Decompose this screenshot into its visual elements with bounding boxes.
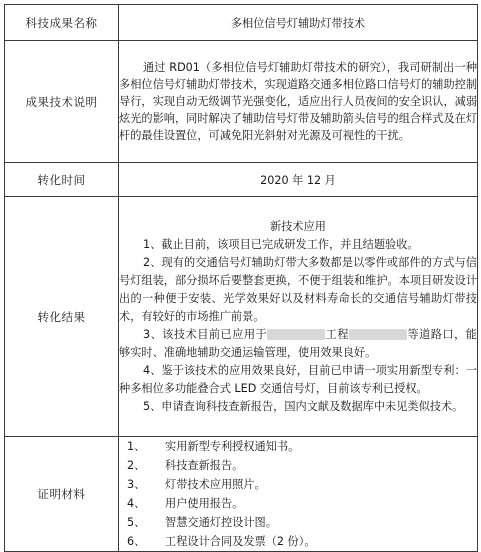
- proof-item-text: 科技查新报告。: [165, 459, 244, 472]
- achievement-table: [4, 4, 478, 552]
- result-item-3-end: 等道路口，能够实时、准确地辅助交通运输管理，使用效果良好。: [119, 327, 477, 359]
- proof-item: [123, 494, 477, 513]
- value-transfer-time: 2020 年 12 月: [119, 163, 478, 197]
- row-achievement-name: [5, 5, 478, 41]
- proof-item-number: 4、: [127, 497, 146, 510]
- label-technical-description: 成果技术说明: [5, 41, 119, 163]
- value-achievement-name: 多相位信号灯辅助灯带技术: [119, 5, 478, 41]
- row-technical-description: [5, 41, 478, 163]
- result-heading: 新技术应用: [270, 219, 326, 233]
- proof-item: [123, 532, 477, 551]
- cell-proof-materials: [119, 437, 478, 552]
- label-proof-materials: 证明材料: [5, 437, 119, 552]
- proof-item: [123, 513, 477, 532]
- proof-item-text: 实用新型专利授权通知书。: [165, 440, 300, 453]
- redaction-block: [349, 329, 407, 340]
- label-transfer-time: 转化时间: [5, 163, 119, 197]
- proof-item-text: 工程设计合同及发票（2 份）。: [165, 535, 316, 548]
- proof-item-number: 5、: [127, 516, 146, 529]
- cell-technical-description: [119, 41, 478, 163]
- row-transfer-time: [5, 163, 478, 197]
- row-transfer-result: [5, 197, 478, 437]
- label-transfer-result: 转化结果: [5, 197, 119, 437]
- proof-item-number: 3、: [127, 478, 146, 491]
- proof-item-text: 用户使用报告。: [165, 497, 244, 510]
- result-item-4: 4、鉴于该技术的应用效果良好，目前已申请一项实用新型专利：一种多相位多功能叠合式 LED 交通信号灯，目前该专利已授权。: [119, 363, 477, 395]
- result-item-3-start: 3、该技术目前已应用于: [143, 327, 268, 341]
- result-item-2: 2、现有的交通信号灯辅助灯带大多数都是以零件或部件的方式与信号灯组装，部分损坏后要整套更换，不便于组装和维护。本项目研发设计出的一种便于安装、光学效果好以及材料寿命长的交通信号辅助灯带技术，有较好的市场推广前景。: [119, 255, 478, 323]
- label-achievement-name: 科技成果名称: [5, 5, 119, 41]
- result-item-1: 1、截止目前，该项目已完成研发工作，并且结题验收。: [143, 237, 419, 251]
- proof-item: [123, 456, 477, 475]
- proof-item-number: 1、: [127, 440, 146, 453]
- result-item-3: [119, 326, 477, 362]
- result-item-3-mid: 工程: [325, 327, 349, 341]
- redaction-block: [267, 329, 325, 340]
- result-item-5: 5、申请查询科技查新报告，国内文献及数据库中未见类似技术。: [143, 399, 464, 413]
- proof-item: [123, 475, 477, 494]
- proof-item: [123, 437, 477, 456]
- technical-description-text: 通过 RD01（多相位信号灯辅助灯带技术的研究），我司研制出一种多相位信号灯辅助灯带技术，实现道路交通多相位路口信号灯的辅助控制导行，实现自动无级调节光强变化，适应出行人员夜间的安全识认，减弱炫光的影响，同时解决了辅助信号灯带及辅助箭头信号的组合样式及在灯杆的最佳设置位，可减免阳光斜射对光源及可视性的干扰。: [119, 61, 478, 142]
- proof-item-number: 2、: [127, 459, 146, 472]
- proof-item-number: 6、: [127, 535, 146, 548]
- row-proof-materials: [5, 437, 478, 552]
- proof-item-text: 智慧交通灯控设计图。: [165, 516, 277, 529]
- cell-transfer-result: [119, 197, 478, 437]
- proof-item-text: 灯带技术应用照片。: [165, 478, 266, 491]
